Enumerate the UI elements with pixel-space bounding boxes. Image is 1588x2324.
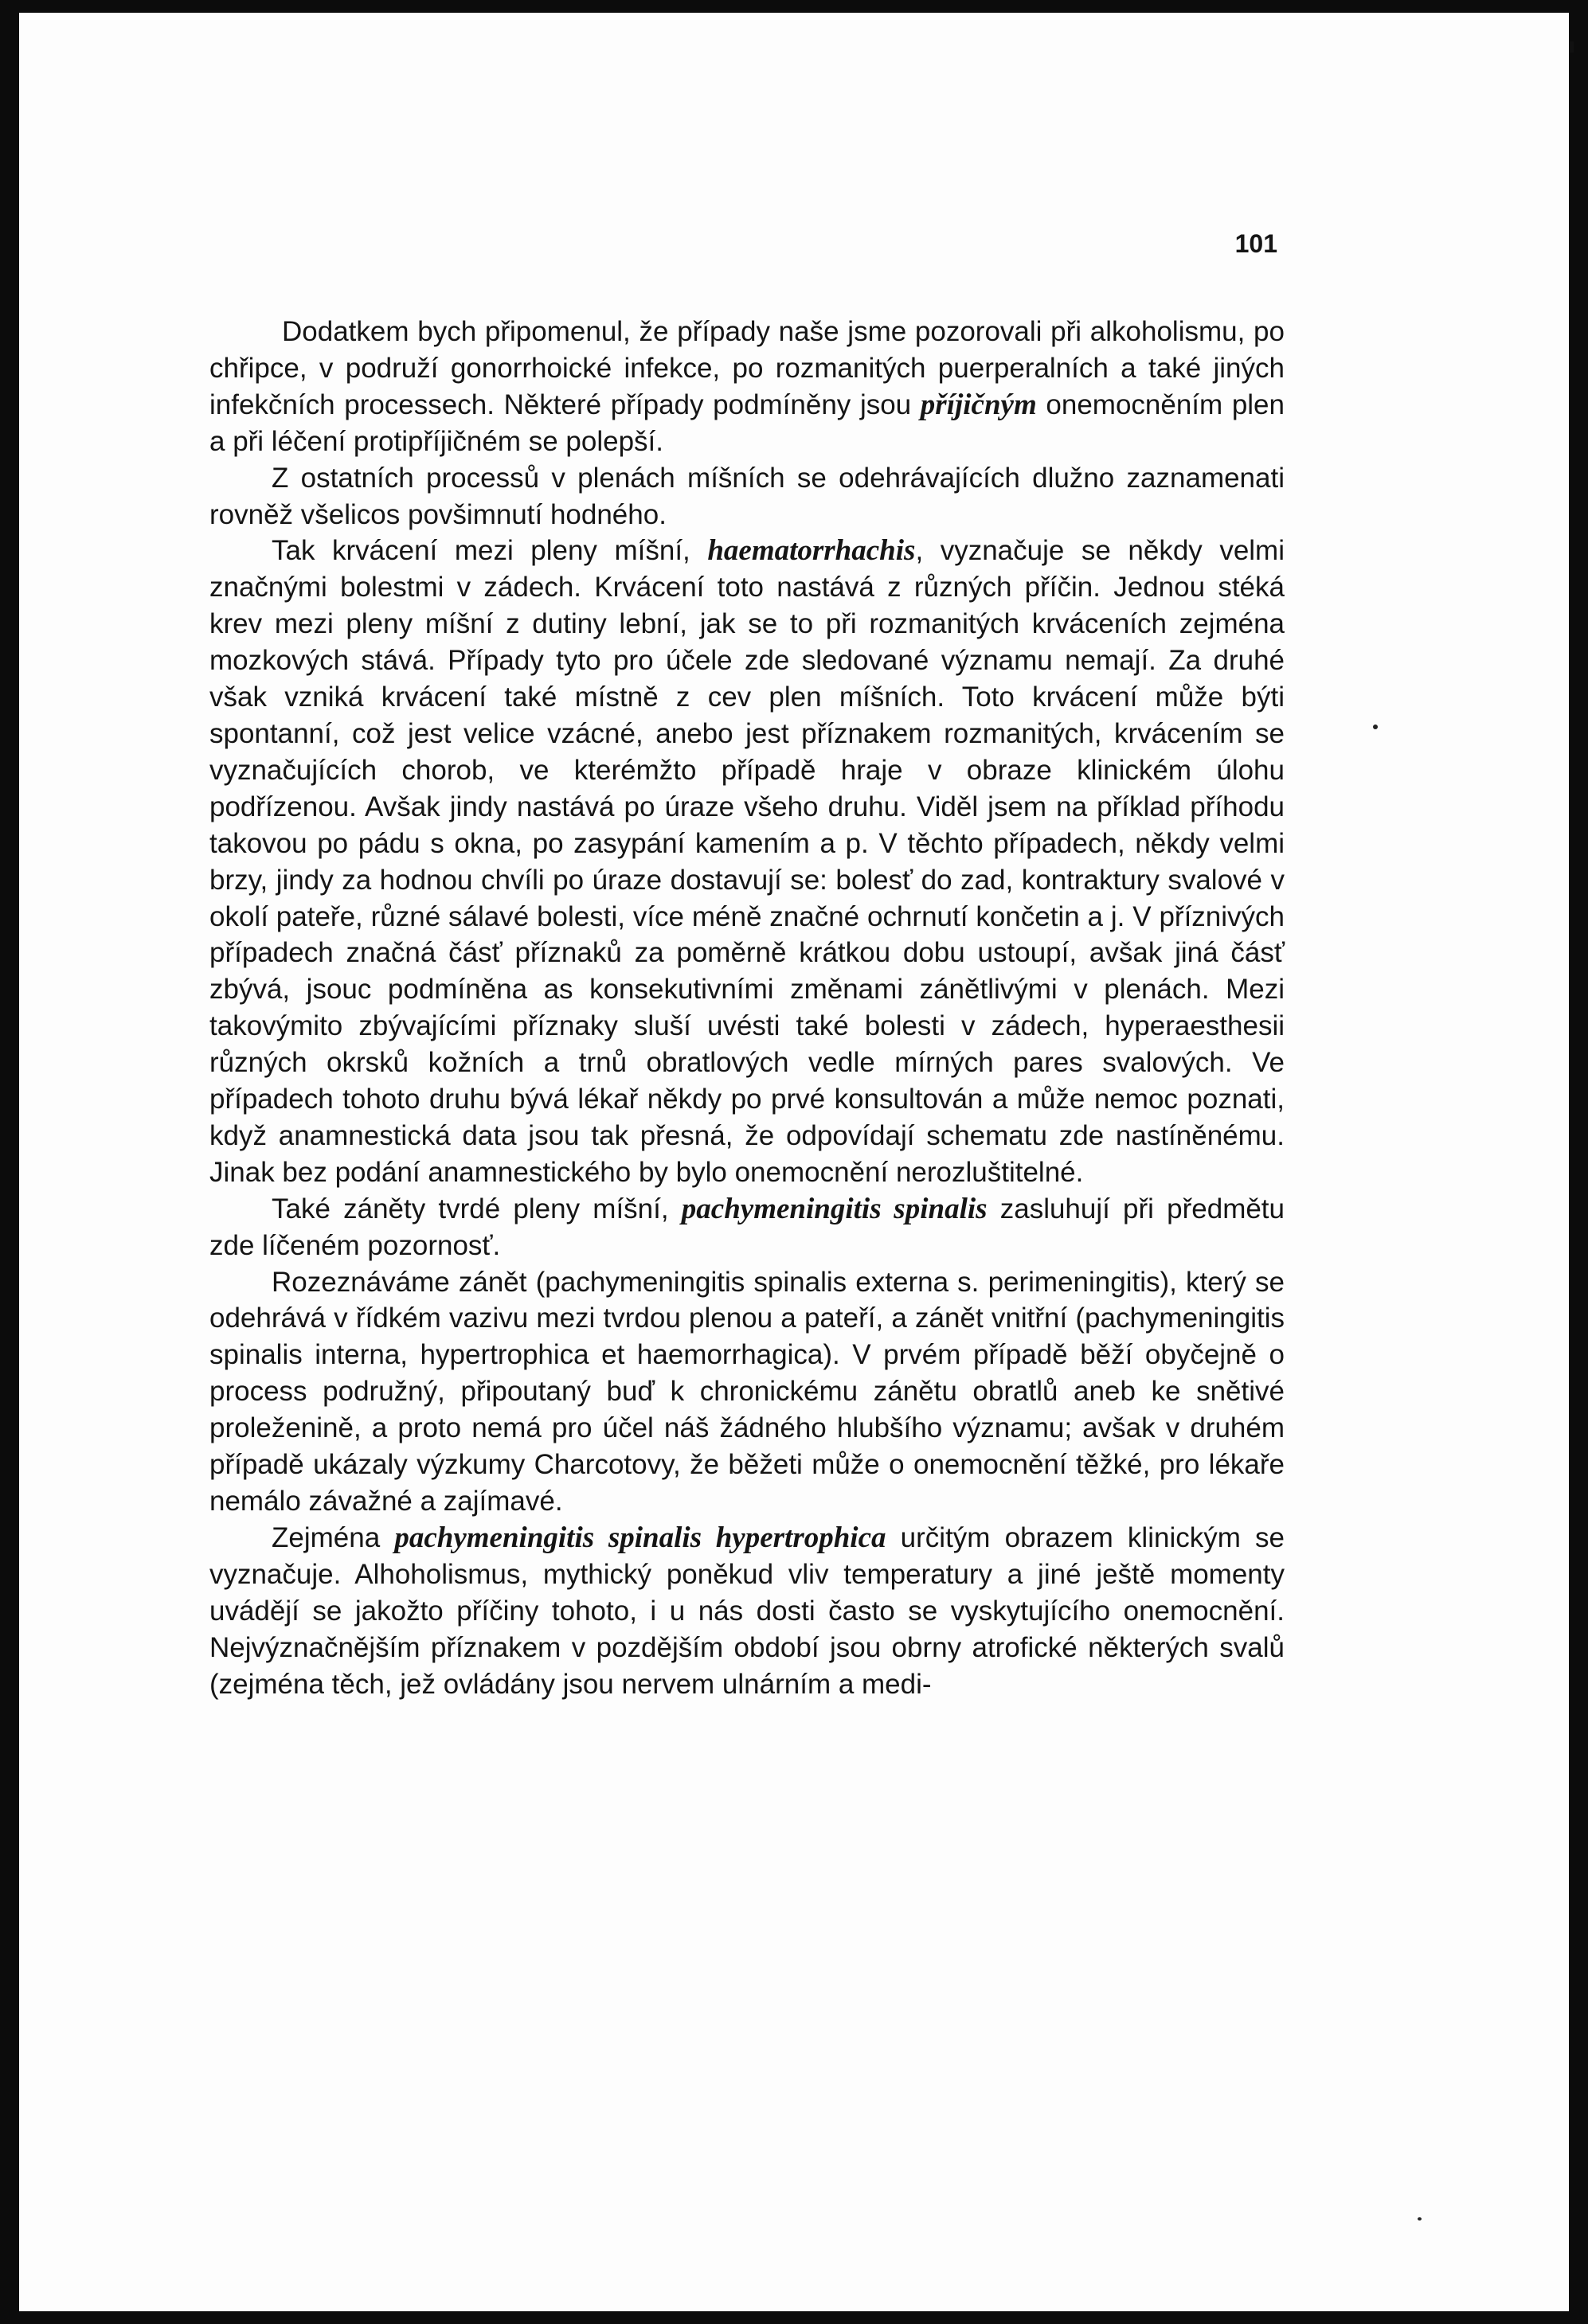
text-run: onemocněním plen a při léčení protipříjičném se polepší.: [209, 389, 1285, 457]
paragraph: [209, 533, 1285, 1190]
italic-term: pachymeningitis spinalis: [681, 1192, 988, 1225]
book-page: [19, 13, 1569, 2311]
text-run: Také záněty tvrdé pleny míšní,: [272, 1193, 682, 1224]
text-run: Zejména: [272, 1521, 395, 1553]
paragraph: [209, 1191, 1285, 1264]
paragraph: [209, 314, 1285, 460]
text-run: určitým obrazem klinickým se vyznačuje. Alhoholismus, mythický poněkud vliv temperatury a jiné ještě momenty uvádějí se jakožto příčiny tohoto, i u nás dosti často se vyskytujícího onemocnění. Nejvýznačnějším příznakem v pozdějším období jsou obrny atrofické některých svalů (zejména těch, jež ovládány jsou nervem ulnárním a medi-: [209, 1521, 1285, 1700]
text-run: Z ostatních processů v plenách míšních se odehrávajících dlužno zaznamenati rovněž všelicos povšimnutí hodného.: [209, 462, 1285, 530]
italic-term: příjičným: [920, 388, 1037, 421]
paragraph: [209, 1264, 1285, 1520]
text-run: Dodatkem bych připomenul, že případy naše jsme pozorovali při alkoholismu, po chřipce, v podruží gonorrhoické infekce, po rozmanitých puerperalních a také jiných infekčních processech. Některé případy podmíněny jsou: [209, 316, 1285, 420]
page-number: 101: [1234, 229, 1277, 258]
text-run: Rozeznáváme zánět (pachymeningitis spinalis externa s. perimeningitis), který se odehrává v řídkém vazivu mezi tvrdou plenou a pateří, a zánět vnitřní (pachymeningitis spinalis interna, hypertrophica et haemorrhagica). V prvém případě běží obyčejně o process podružný, připoutaný buď k chronickému zánětu obratlů aneb ke snětivé proleženině, a proto nemá pro účel náš žádného hlubšího významu; avšak v druhém případě ukázaly výzkumy Charcotovy, že běžeti může o onemocnění těžké, pro lékaře nemálo závažné a zajímavé.: [209, 1266, 1285, 1517]
speck-mark: [1373, 725, 1378, 729]
text-run: zasluhují při předmětu zde líčeném pozornosť.: [209, 1193, 1285, 1261]
text-run: Tak krvácení mezi pleny míšní,: [272, 535, 708, 567]
italic-term: pachymeningitis spinalis hypertrophica: [394, 1521, 886, 1554]
scan-edge-mark: [1569, 41, 1574, 53]
text-run: , vyznačuje se někdy velmi značnými bolestmi v zádech. Krvácení toto nastává z různých příčin. Jednou stéká krev mezi pleny míšní z dutiny lební, jak se to při rozmanitých krváceních zejména mozkových stává. Případy tyto pro účele zde sledované významu nemají. Za druhé však vzniká krvácení také místně z cev plen míšních. Toto krvácení může býti spontanní, což jest velice vzácné, anebo jest příznakem rozmanitých, krvácením se vyznačujících chorob, ve kterémžto případě hraje v obraze klinickém úlohu podřízenou. Avšak jindy nastává po úraze všeho druhu. Viděl jsem na příklad příhodu takovou po pádu s okna, po zasypání kamením a p. V těchto případech, někdy velmi brzy, jindy za hodnou chvíli po úraze dostavují se: bolesť do zad, kontraktury svalové v okolí pateře, různé sálavé bolesti, více méně značné ochrnutí končetin a j. V příznivých případech značná čásť příznaků za poměrně krátkou dobu ustoupí, avšak jiná čásť zbývá, jsouc podmíněna as konsekutivními změnami zánětlivými v plenách. Mezi takovýmito zbývajícími příznaky sluší uvésti také bolesti v zádech, hyperaesthesii různých okrsků kožních a trnů obratlových vedle mírných pares svalových. Ve případech tohoto druhu bývá lékař někdy po prvé konsultován a může nemoc poznati, když anamnestická data jsou tak přesná, že odpovídají schematu zde nastíněnému. Jinak bez podání anamnestického by bylo onemocnění nerozluštitelné.: [209, 535, 1285, 1188]
speck-mark: [1418, 2217, 1422, 2220]
paragraph: [209, 460, 1285, 533]
italic-term: haematorrhachis: [707, 534, 916, 568]
paragraph: [209, 1520, 1285, 1703]
body-text: [209, 314, 1285, 1702]
